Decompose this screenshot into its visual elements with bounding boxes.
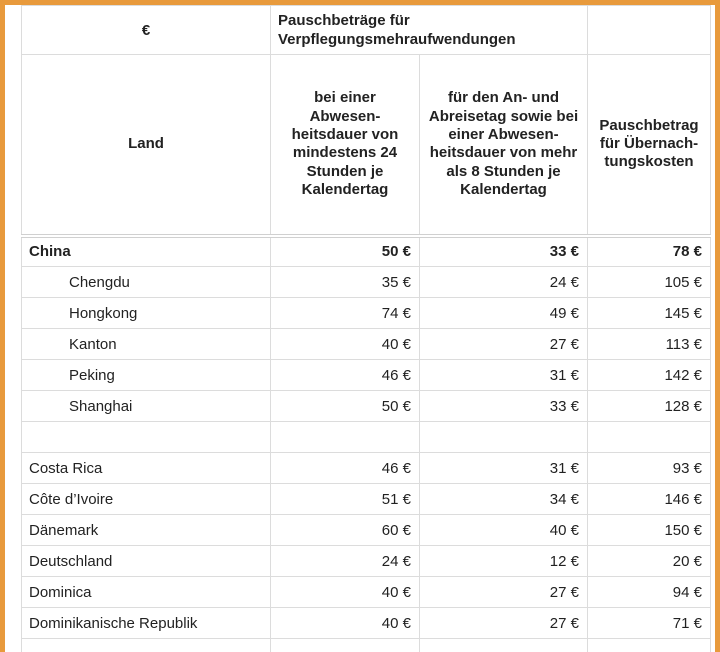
header-row-columns: [22, 55, 711, 236]
table-row: [22, 236, 711, 267]
table-row: [22, 577, 711, 608]
cell-8h: 27 €: [420, 577, 588, 608]
cell-land: Hongkong: [22, 298, 271, 329]
table-row: [22, 484, 711, 515]
spacer-row: [22, 422, 711, 453]
cell-uebernachtung: 146 €: [588, 484, 711, 515]
table-row: [22, 298, 711, 329]
cell-8h: 31 €: [420, 360, 588, 391]
cell-24h: 51 €: [271, 484, 420, 515]
cell-24h: 46 €: [271, 360, 420, 391]
cell-24h: 24 €: [271, 546, 420, 577]
cell-24h: 40 €: [271, 608, 420, 639]
cell-24h: [271, 422, 420, 453]
cell-uebernachtung: 128 €: [588, 391, 711, 422]
table-row: [22, 515, 711, 546]
cell-land: Costa Rica: [22, 453, 271, 484]
cell-24h: 35 €: [271, 267, 420, 298]
table-body: [22, 236, 711, 652]
clipped-cell: [271, 639, 420, 652]
column-header-land: Land: [22, 55, 271, 236]
clipped-row: [22, 639, 711, 652]
cell-8h: 24 €: [420, 267, 588, 298]
cell-uebernachtung: 142 €: [588, 360, 711, 391]
cell-uebernachtung: 78 €: [588, 236, 711, 267]
cell-uebernachtung: 105 €: [588, 267, 711, 298]
empty-header-cell: [588, 6, 711, 55]
cell-land: Kanton: [22, 329, 271, 360]
cell-land: Chengdu: [22, 267, 271, 298]
cell-8h: 27 €: [420, 329, 588, 360]
cell-uebernachtung: [588, 422, 711, 453]
table-row: [22, 391, 711, 422]
cell-8h: 27 €: [420, 608, 588, 639]
cell-24h: 46 €: [271, 453, 420, 484]
cell-land: Deutschland: [22, 546, 271, 577]
cell-24h: 50 €: [271, 236, 420, 267]
cell-land: Shanghai: [22, 391, 271, 422]
column-header-8h: für den An- und Abreisetag sowie bei einer Abwesen-heitsdauer von mehr als 8 Stunden je Kalendertag: [420, 55, 588, 236]
cell-24h: 40 €: [271, 329, 420, 360]
table-row: [22, 546, 711, 577]
cell-24h: 50 €: [271, 391, 420, 422]
cell-8h: 49 €: [420, 298, 588, 329]
cell-land: Dominikanische Republik: [22, 608, 271, 639]
table-header: [22, 6, 711, 236]
column-header-uebernachtung: Pauschbetrag für Übernach-tungskosten: [588, 55, 711, 236]
clipped-cell: [420, 639, 588, 652]
clipped-cell: [22, 639, 271, 652]
table-row: [22, 608, 711, 639]
cell-8h: 33 €: [420, 391, 588, 422]
cell-land: Dänemark: [22, 515, 271, 546]
cell-8h: 33 €: [420, 236, 588, 267]
table-row: [22, 360, 711, 391]
cell-24h: 74 €: [271, 298, 420, 329]
cell-uebernachtung: 93 €: [588, 453, 711, 484]
cell-uebernachtung: 113 €: [588, 329, 711, 360]
header-row-top: [22, 6, 711, 55]
currency-header: €: [22, 6, 271, 55]
table-row: [22, 267, 711, 298]
cell-24h: 60 €: [271, 515, 420, 546]
cell-uebernachtung: 71 €: [588, 608, 711, 639]
group-title-header: Pauschbeträge für Verpflegungsmehraufwendungen: [271, 6, 588, 55]
cell-8h: [420, 422, 588, 453]
cell-24h: 40 €: [271, 577, 420, 608]
allowance-table: [21, 5, 711, 652]
table-row: [22, 453, 711, 484]
cell-uebernachtung: 150 €: [588, 515, 711, 546]
cell-land: Côte d’Ivoire: [22, 484, 271, 515]
cell-uebernachtung: 145 €: [588, 298, 711, 329]
table-row: [22, 329, 711, 360]
cell-8h: 40 €: [420, 515, 588, 546]
cell-8h: 12 €: [420, 546, 588, 577]
cell-uebernachtung: 94 €: [588, 577, 711, 608]
cell-land: Peking: [22, 360, 271, 391]
cell-uebernachtung: 20 €: [588, 546, 711, 577]
clipped-cell: [588, 639, 711, 652]
cell-land: [22, 422, 271, 453]
cell-land: China: [22, 236, 271, 267]
column-header-24h: bei einer Abwesen-heitsdauer von mindestens 24 Stunden je Kalendertag: [271, 55, 420, 236]
cell-8h: 34 €: [420, 484, 588, 515]
cell-land: Dominica: [22, 577, 271, 608]
cell-8h: 31 €: [420, 453, 588, 484]
